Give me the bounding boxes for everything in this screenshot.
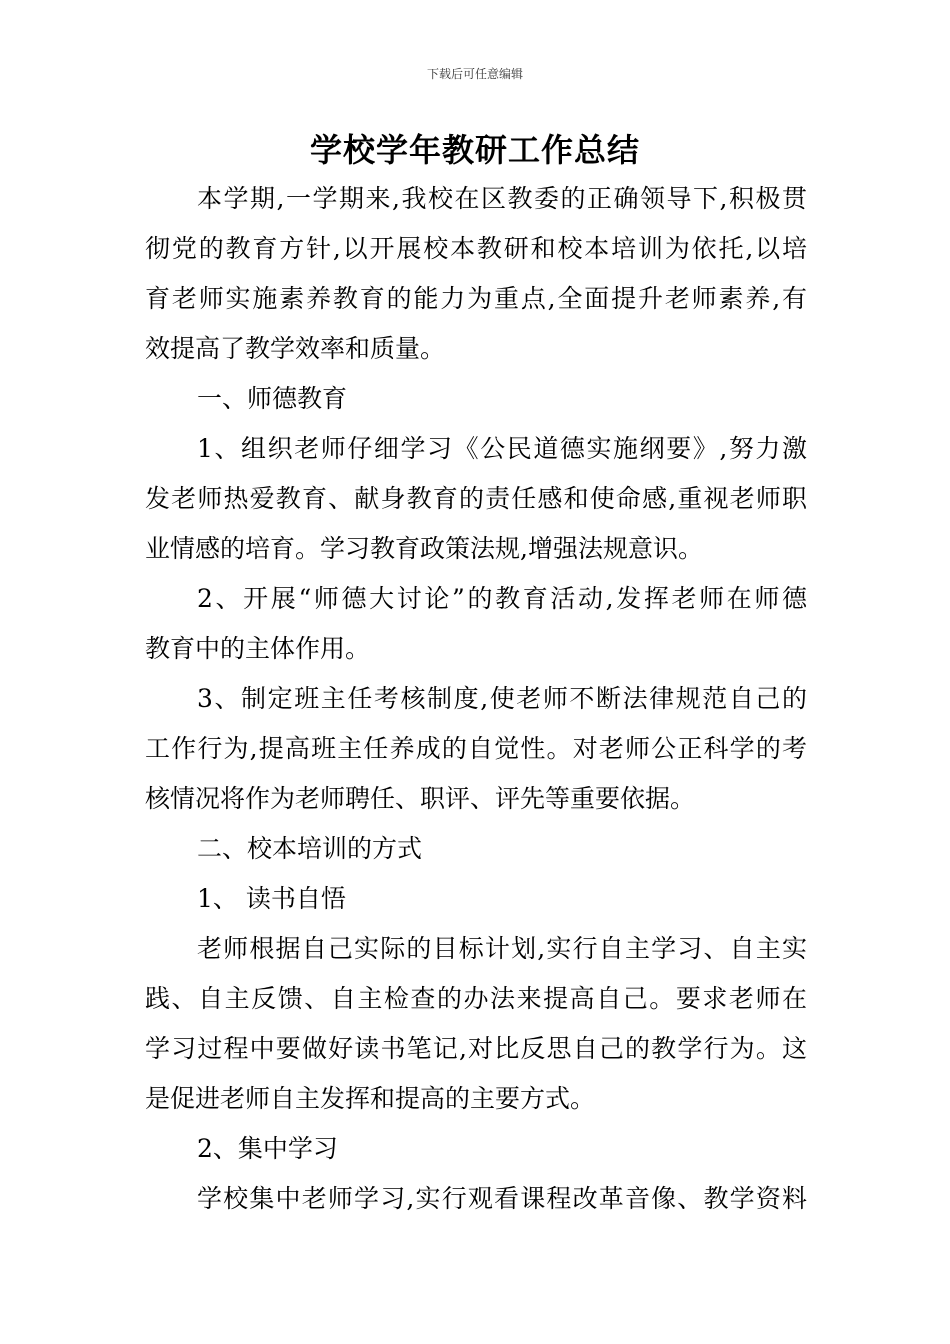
document-body <box>145 180 807 1230</box>
text-line: 是促进老师自主发挥和提高的主要方式。 <box>145 1084 596 1113</box>
text-line: 核情况将作为老师聘任、职评、评先等重要依据。 <box>145 784 696 813</box>
document-title: 学校学年教研工作总结 <box>309 131 640 169</box>
text-line: 1、组织老师仔细学习《公民道德实施纲要》,努力激 <box>197 434 807 463</box>
text-line: 学习过程中要做好读书笔记,对比反思自己的教学行为。这 <box>145 1034 807 1063</box>
section-heading: 一、师德教育 <box>197 384 348 413</box>
text-line: 2、开展“师德大讨论”的教育活动,发挥老师在师德 <box>197 584 807 613</box>
text-line: 教育中的主体作用。 <box>145 634 371 663</box>
subsection-heading: 2、集中学习 <box>197 1134 338 1163</box>
text-line: 践、自主反馈、自主检查的办法来提高自己。要求老师在 <box>145 984 807 1013</box>
text-line: 工作行为,提高班主任养成的自觉性。对老师公正科学的考 <box>145 734 807 763</box>
text-line: 本学期,一学期来,我校在区教委的正确领导下,积极贯 <box>197 184 807 213</box>
text-line: 效提高了教学效率和质量。 <box>145 334 446 363</box>
text-line: 业情感的培育。学习教育政策法规,增强法规意识。 <box>145 534 703 563</box>
text-line: 老师根据自己实际的目标计划,实行自主学习、自主实 <box>197 934 807 963</box>
text-line: 育老师实施素养教育的能力为重点,全面提升老师素养,有 <box>145 284 807 313</box>
header-note: 下载后可任意编辑 <box>426 67 523 81</box>
section-heading: 二、校本培训的方式 <box>197 834 423 863</box>
subsection-heading: 1、 读书自悟 <box>197 884 346 913</box>
text-line: 3、制定班主任考核制度,使老师不断法律规范自己的 <box>197 684 807 713</box>
text-line: 彻党的教育方针,以开展校本教研和校本培训为依托,以培 <box>145 234 807 263</box>
text-line: 学校集中老师学习,实行观看课程改革音像、教学资料 <box>197 1184 807 1213</box>
text-line: 发老师热爱教育、献身教育的责任感和使命感,重视老师职 <box>145 484 807 513</box>
